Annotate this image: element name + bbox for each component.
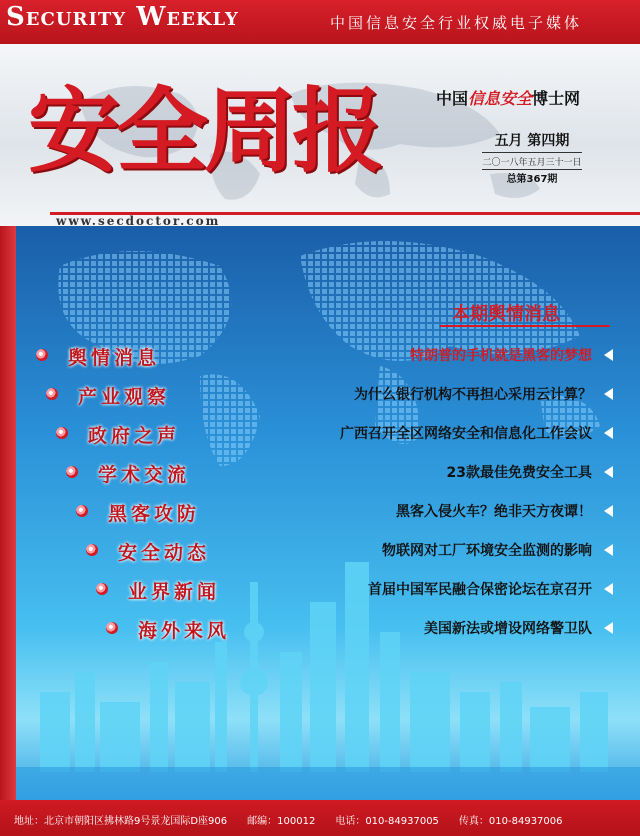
arrow-left-icon: [604, 505, 613, 517]
bullet-icon: [46, 388, 58, 400]
article-category: 业界新闻: [128, 581, 221, 603]
article-headline[interactable]: 物联网对工厂环境安全监测的影响: [382, 543, 592, 559]
article-row[interactable]: [0, 421, 640, 445]
article-row[interactable]: [0, 499, 640, 523]
article-category: 产业观察: [78, 386, 171, 408]
bullet-icon: [86, 544, 98, 556]
bullet-icon: [76, 505, 88, 517]
slogan-highlight: 信息安全: [468, 89, 533, 108]
section-underline: [440, 325, 610, 327]
issue-number: 五月 第四期: [482, 130, 582, 153]
arrow-left-icon: [604, 388, 613, 400]
article-row[interactable]: [0, 616, 640, 640]
article-category: 舆情消息: [68, 347, 161, 369]
arrow-left-icon: [604, 583, 613, 595]
top-banner: [0, 0, 640, 44]
article-headline[interactable]: 特朗普的手机就是黑客的梦想: [410, 348, 592, 364]
issue-date: 二〇一八年五月三十一日: [482, 158, 582, 168]
slogan: [436, 86, 580, 109]
article-headline[interactable]: 为什么银行机构不再担心采用云计算？: [354, 387, 592, 403]
article-headline[interactable]: 广西召开全区网络安全和信息化工作会议: [340, 426, 592, 442]
section-title: 本期舆情消息: [452, 304, 560, 325]
article-headline[interactable]: 黑客入侵火车？绝非天方夜谭！: [396, 504, 592, 520]
article-category: 海外来风: [138, 620, 231, 642]
arrow-left-icon: [604, 622, 613, 634]
arrow-left-icon: [604, 544, 613, 556]
article-row[interactable]: [0, 577, 640, 601]
slogan-prefix: 中国: [436, 89, 469, 108]
bullet-icon: [66, 466, 78, 478]
article-row[interactable]: [0, 538, 640, 562]
issue-total: 总第367期: [482, 169, 582, 185]
issue-box: [482, 130, 582, 185]
article-headline[interactable]: 23款最佳免费安全工具: [446, 465, 592, 481]
article-category: 政府之声: [88, 425, 181, 447]
footer-contact: 地址：北京市朝阳区拂林路9号景龙国际D座906 邮编：100012 电话：010-84937005 传真：010-84937006: [14, 816, 563, 827]
article-category: 安全动态: [118, 542, 211, 564]
article-row[interactable]: [0, 460, 640, 484]
slogan-suffix: 博士网: [532, 89, 581, 108]
english-title: Security Weekly: [6, 2, 239, 32]
article-category: 黑客攻防: [108, 503, 201, 525]
main-title: 安全周报: [28, 78, 381, 185]
site-url[interactable]: www.secdoctor.com: [56, 214, 221, 226]
bullet-icon: [106, 622, 118, 634]
footer-bar: [0, 800, 640, 836]
article-row[interactable]: [0, 382, 640, 406]
masthead: [0, 44, 640, 226]
article-headline[interactable]: 美国新法或增设网络警卫队: [424, 621, 592, 637]
article-row[interactable]: [0, 343, 640, 367]
arrow-left-icon: [604, 427, 613, 439]
article-headline[interactable]: 首届中国军民融合保密论坛在京召开: [368, 582, 592, 598]
article-category: 学术交流: [98, 464, 191, 486]
bullet-icon: [36, 349, 48, 361]
tagline: 中国信息安全行业权威电子媒体: [330, 14, 583, 32]
bullet-icon: [96, 583, 108, 595]
arrow-left-icon: [604, 349, 613, 361]
arrow-left-icon: [604, 466, 613, 478]
bullet-icon: [56, 427, 68, 439]
